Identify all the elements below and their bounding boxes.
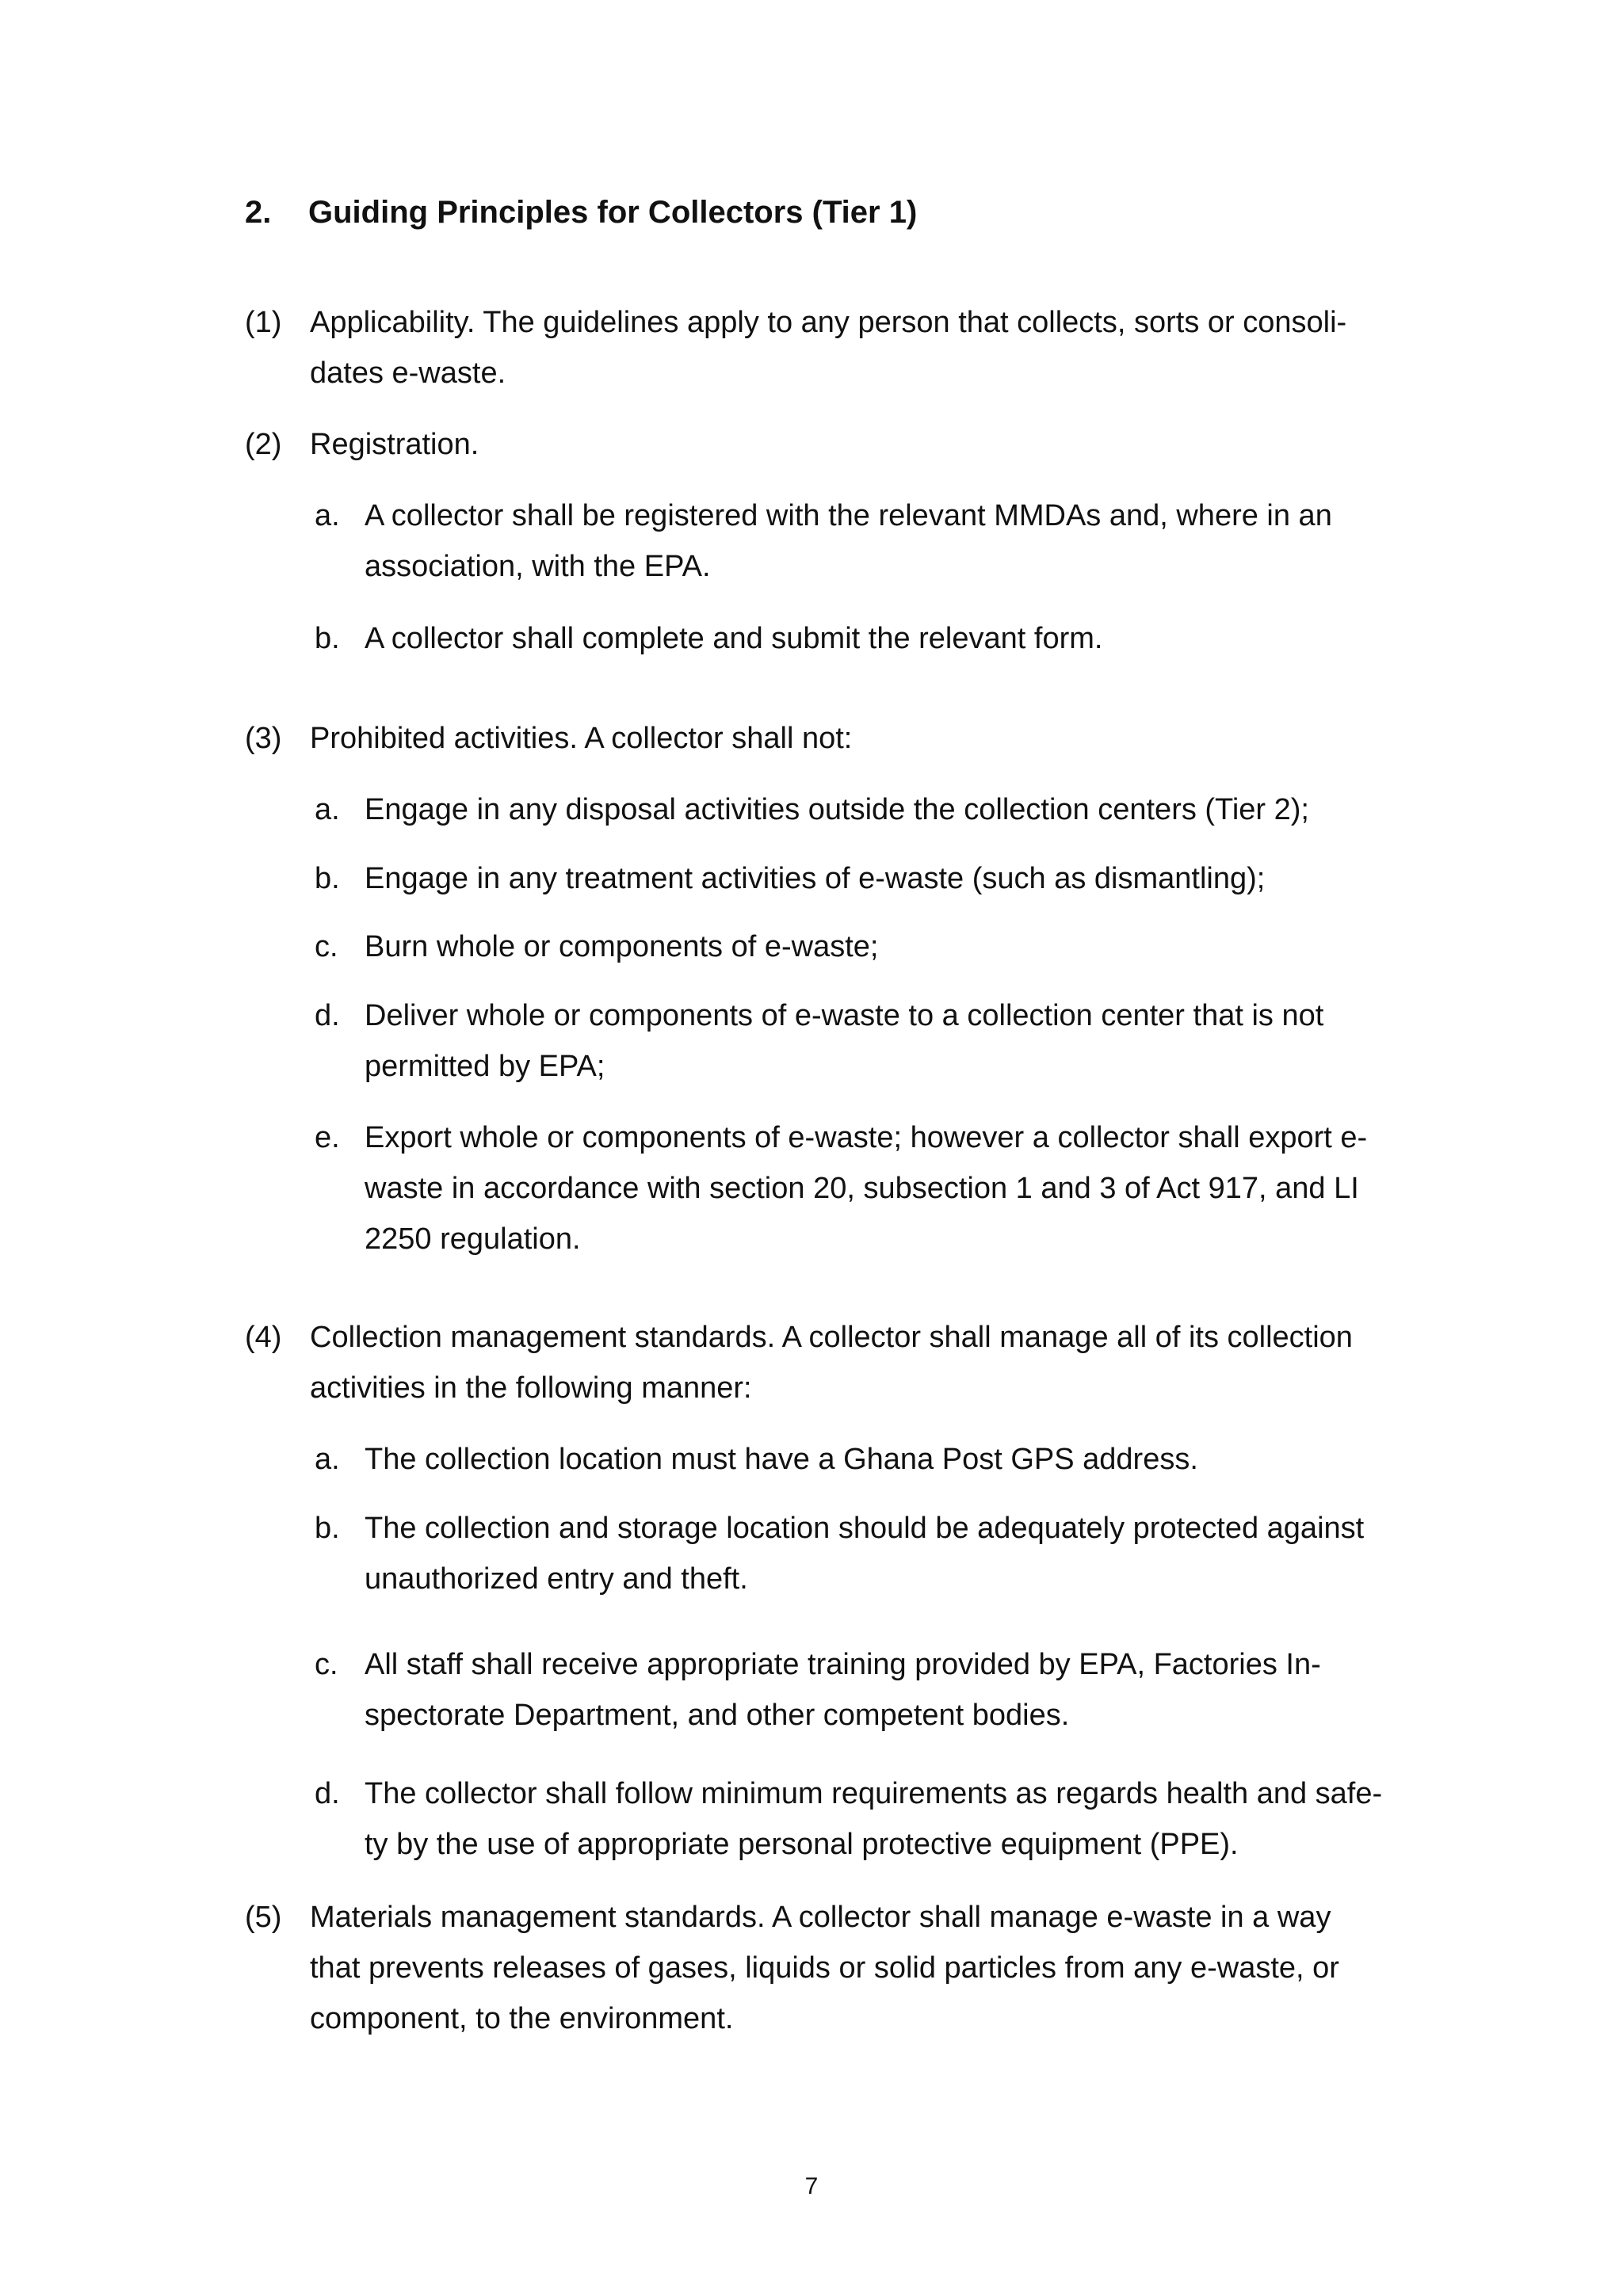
list-item-text-line: All staff shall receive appropriate training provided by EPA, Factories In- [365,1648,1321,1681]
list-item-text-line: Burn whole or components of e-waste; [365,930,879,963]
list-item-text-line: A collector shall complete and submit the relevant form. [365,622,1103,655]
list-item-text-line: The collection location must have a Ghana Post GPS address. [365,1443,1198,1476]
list-item-text-line: waste in accordance with section 20, subsection 1 and 3 of Act 917, and LI [365,1172,1359,1205]
section-marker: (2) [245,428,282,461]
section-text-line: component, to the environment. [310,2002,734,2035]
list-item-text-line: The collection and storage location should be adequately protected against [365,1512,1365,1545]
list-item-text-line: Engage in any disposal activities outside the collection centers (Tier 2); [365,793,1309,826]
list-item-marker: a. [315,499,340,532]
list-item-text-line: permitted by EPA; [365,1050,605,1083]
section-text-line: Prohibited activities. A collector shall not: [310,722,853,755]
list-item-text-line: Deliver whole or components of e-waste to a collection center that is not [365,999,1324,1032]
section-marker: (5) [245,1901,282,1934]
section-marker: (4) [245,1321,282,1354]
section-marker: (3) [245,722,282,755]
list-item-marker: c. [315,930,338,963]
list-item-text-line: Export whole or components of e-waste; however a collector shall export e- [365,1121,1368,1154]
list-item-text-line: A collector shall be registered with the relevant MMDAs and, where in an [365,499,1332,532]
list-item-text-line: The collector shall follow minimum requirements as regards health and safe- [365,1777,1383,1810]
section-text-line: Applicability. The guidelines apply to any person that collects, sorts or consoli- [310,306,1347,339]
list-item-text-line: 2250 regulation. [365,1222,581,1256]
list-item-text-line: Engage in any treatment activities of e-waste (such as dismantling); [365,862,1266,895]
list-item-text-line: spectorate Department, and other competent bodies. [365,1699,1070,1732]
section-text-line: Collection management standards. A collector shall manage all of its collection [310,1321,1353,1354]
section-text-line: that prevents releases of gases, liquids or solid particles from any e-waste, or [310,1951,1339,1985]
section-text-line: Registration. [310,428,479,461]
list-item-marker: b. [315,1512,340,1545]
section-heading-title: Guiding Principles for Collectors (Tier 1) [308,195,918,230]
list-item-marker: a. [315,1443,340,1476]
list-item-marker: c. [315,1648,338,1681]
section-text-line: Materials management standards. A collector shall manage e-waste in a way [310,1901,1331,1934]
section-heading [245,190,917,235]
list-item-marker: a. [315,793,340,826]
section-text-line: dates e-waste. [310,357,506,390]
section-text-line: activities in the following manner: [310,1371,752,1405]
list-item-marker: b. [315,622,340,655]
list-item-marker: d. [315,999,340,1032]
list-item-marker: b. [315,862,340,895]
list-item-marker: d. [315,1777,340,1810]
list-item-text-line: association, with the EPA. [365,550,711,583]
section-marker: (1) [245,306,282,339]
list-item-marker: e. [315,1121,340,1154]
page-number: 7 [804,2173,819,2199]
list-item-text-line: ty by the use of appropriate personal protective equipment (PPE). [365,1828,1239,1861]
list-item-text-line: unauthorized entry and theft. [365,1562,748,1596]
section-heading-number: 2. [245,195,272,230]
